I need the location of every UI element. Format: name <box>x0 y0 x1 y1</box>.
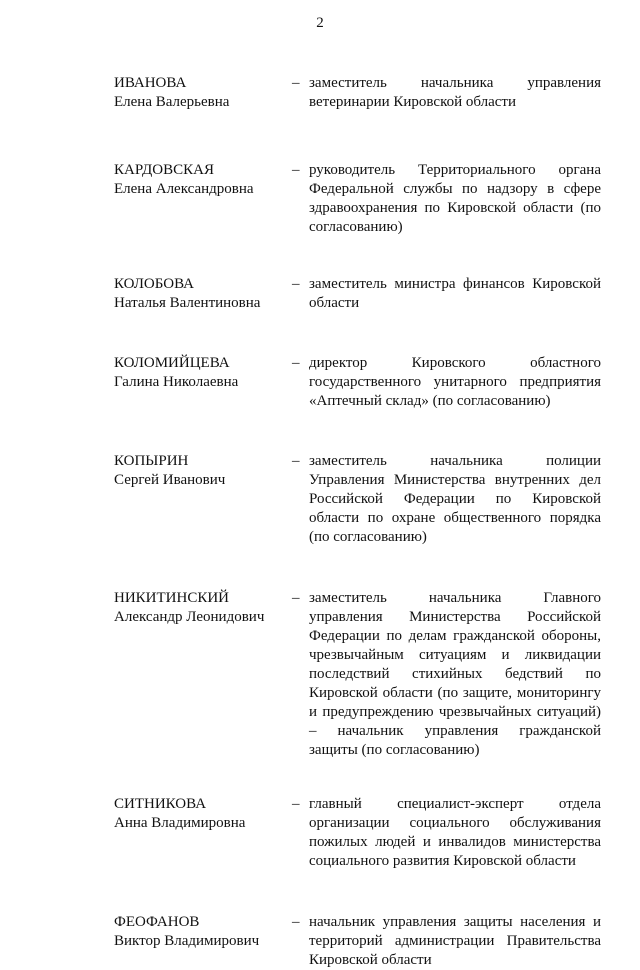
member-name <box>114 913 292 970</box>
member-surname: КОПЫРИН <box>114 453 189 469</box>
member-entry <box>114 795 604 871</box>
member-dash: – <box>292 453 300 469</box>
member-name <box>114 452 292 547</box>
member-surname: СИТНИКОВА <box>114 796 207 812</box>
member-position: начальник управления защиты населения и территорий администрации Правительства Кировской области <box>309 914 601 968</box>
member-position: заместитель начальника Главного управления Министерства Российской Федерации по делам гражданской обороны, чрезвычайным ситуациям и ликвидации последствий стихийных бедствий по Кировской области (по защите, мониторингу и предупреждению чрезвычайных ситуаций) – начальник управления гражданской защиты (по согласованию) <box>309 590 601 758</box>
member-entry <box>114 354 604 411</box>
member-dash: – <box>292 162 300 178</box>
member-list <box>114 74 604 970</box>
member-dash: – <box>292 796 300 812</box>
member-surname: ИВАНОВА <box>114 75 187 91</box>
member-position: заместитель начальника управления ветеринарии Кировской области <box>309 75 601 110</box>
member-surname: КОЛОМИЙЦЕВА <box>114 355 230 371</box>
member-given-name: Наталья Валентиновна <box>114 295 261 311</box>
member-surname: КОЛОБОВА <box>114 276 194 292</box>
member-position: директор Кировского областного государственного унитарного предприятия «Аптечный склад» (по согласованию) <box>309 355 601 409</box>
member-surname: НИКИТИНСКИЙ <box>114 590 230 606</box>
member-given-name: Александр Леонидович <box>114 609 265 625</box>
page-number: 2 <box>316 15 324 31</box>
member-given-name: Елена Валерьевна <box>114 94 230 110</box>
member-given-name: Галина Николаевна <box>114 374 239 390</box>
member-name <box>114 589 292 760</box>
member-entry <box>114 452 604 547</box>
member-given-name: Сергей Иванович <box>114 472 226 488</box>
member-entry <box>114 913 604 970</box>
member-position: заместитель начальника полиции Управления Министерства внутренних дел Российской Федерации по Кировской области по охране общественного порядка (по согласованию) <box>309 453 601 545</box>
member-given-name: Виктор Владимирович <box>114 933 260 949</box>
member-name <box>114 795 292 871</box>
member-entry <box>114 589 604 760</box>
member-surname: КАРДОВСКАЯ <box>114 162 214 178</box>
member-entry <box>114 275 604 313</box>
member-entry <box>114 161 604 237</box>
member-dash: – <box>292 75 300 91</box>
member-name <box>114 275 292 313</box>
member-name <box>114 354 292 411</box>
member-position: руководитель Территориального органа Федеральной службы по надзору в сфере здравоохранения по Кировской области (по согласованию) <box>309 162 601 235</box>
member-dash: – <box>292 590 300 606</box>
member-given-name: Анна Владимировна <box>114 815 246 831</box>
member-dash: – <box>292 914 300 930</box>
member-given-name: Елена Александровна <box>114 181 254 197</box>
member-surname: ФЕОФАНОВ <box>114 914 200 930</box>
member-dash: – <box>292 355 300 371</box>
member-entry <box>114 74 604 112</box>
member-name <box>114 74 292 112</box>
member-position: главный специалист-эксперт отдела организации социального обслуживания пожилых людей и инвалидов министерства социального развития Кировской области <box>309 796 601 869</box>
member-name <box>114 161 292 237</box>
member-position: заместитель министра финансов Кировской области <box>309 276 601 311</box>
member-dash: – <box>292 276 300 292</box>
